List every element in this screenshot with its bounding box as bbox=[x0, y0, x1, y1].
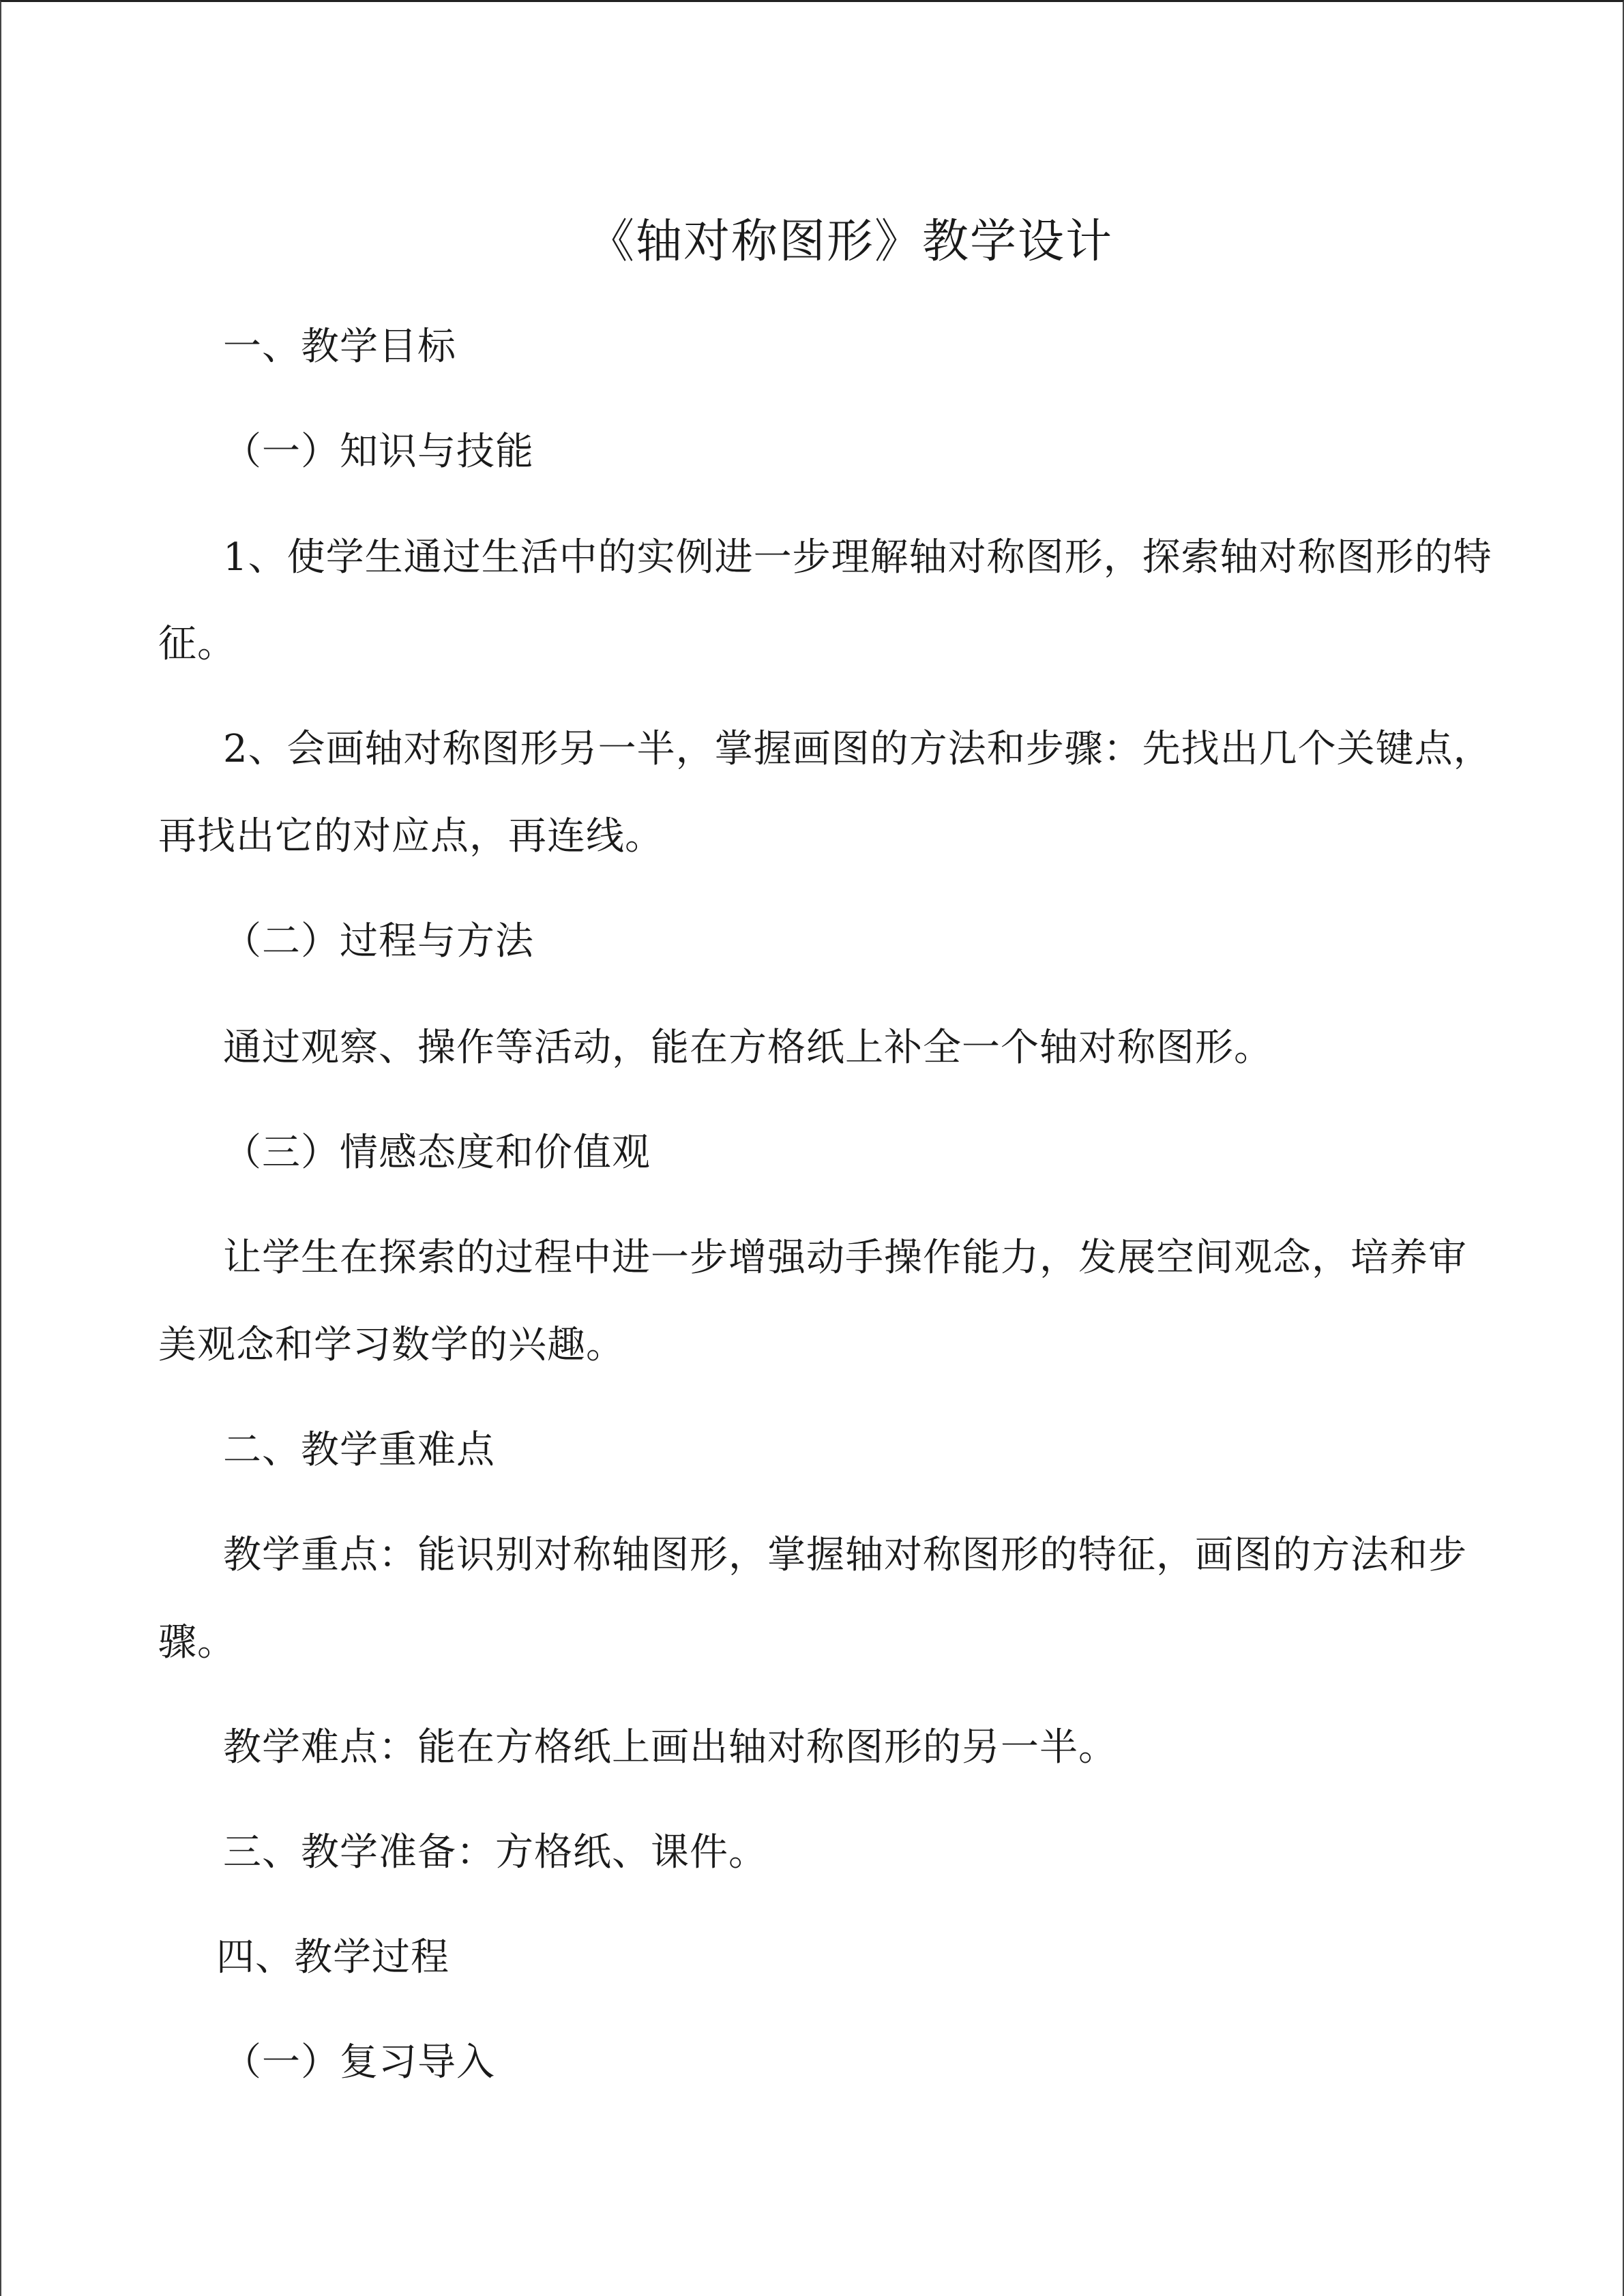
subheading-attitude-values: （三）情感态度和价值观 bbox=[223, 1131, 651, 1175]
paragraph-objective-1-line-2: 征。 bbox=[158, 622, 236, 666]
paragraph-key-point-line-1: 教学重点：能识别对称轴图形，掌握轴对称图形的特征，画图的方法和步 bbox=[223, 1533, 1467, 1577]
paragraph-key-point-line-2: 骤。 bbox=[158, 1620, 236, 1665]
paragraph-process: 通过观察、操作等活动，能在方格纸上补全一个轴对称图形。 bbox=[223, 1026, 1273, 1070]
subheading-process-method: （二）过程与方法 bbox=[223, 919, 534, 964]
subheading-review-intro: （一）复习导入 bbox=[223, 2040, 495, 2085]
subheading-knowledge-skills: （一）知识与技能 bbox=[223, 430, 534, 474]
document-title: 《轴对称图形》教学设计 bbox=[588, 215, 1114, 269]
paragraph-attitude-line-1: 让学生在探索的过程中进一步增强动手操作能力，发展空间观念，培养审 bbox=[223, 1236, 1467, 1280]
paragraph-objective-2-line-2: 再找出它的对应点，再连线。 bbox=[158, 814, 664, 859]
paragraph-difficulty: 教学难点：能在方格纸上画出轴对称图形的另一半。 bbox=[223, 1725, 1117, 1770]
section-heading-preparation: 三、教学准备：方格纸、课件。 bbox=[223, 1830, 767, 1875]
section-heading-key-points: 二、教学重难点 bbox=[223, 1428, 495, 1472]
paragraph-objective-1-line-1: 1、使学生通过生活中的实例进一步理解轴对称图形，探索轴对称图形的特 bbox=[223, 535, 1492, 580]
section-heading-objectives: 一、教学目标 bbox=[223, 325, 456, 369]
section-heading-process: 四、教学过程 bbox=[216, 1935, 449, 1980]
paragraph-attitude-line-2: 美观念和学习数学的兴趣。 bbox=[158, 1323, 625, 1367]
paragraph-objective-2-line-1: 2、会画轴对称图形另一半，掌握画图的方法和步骤：先找出几个关键点， bbox=[223, 727, 1492, 771]
